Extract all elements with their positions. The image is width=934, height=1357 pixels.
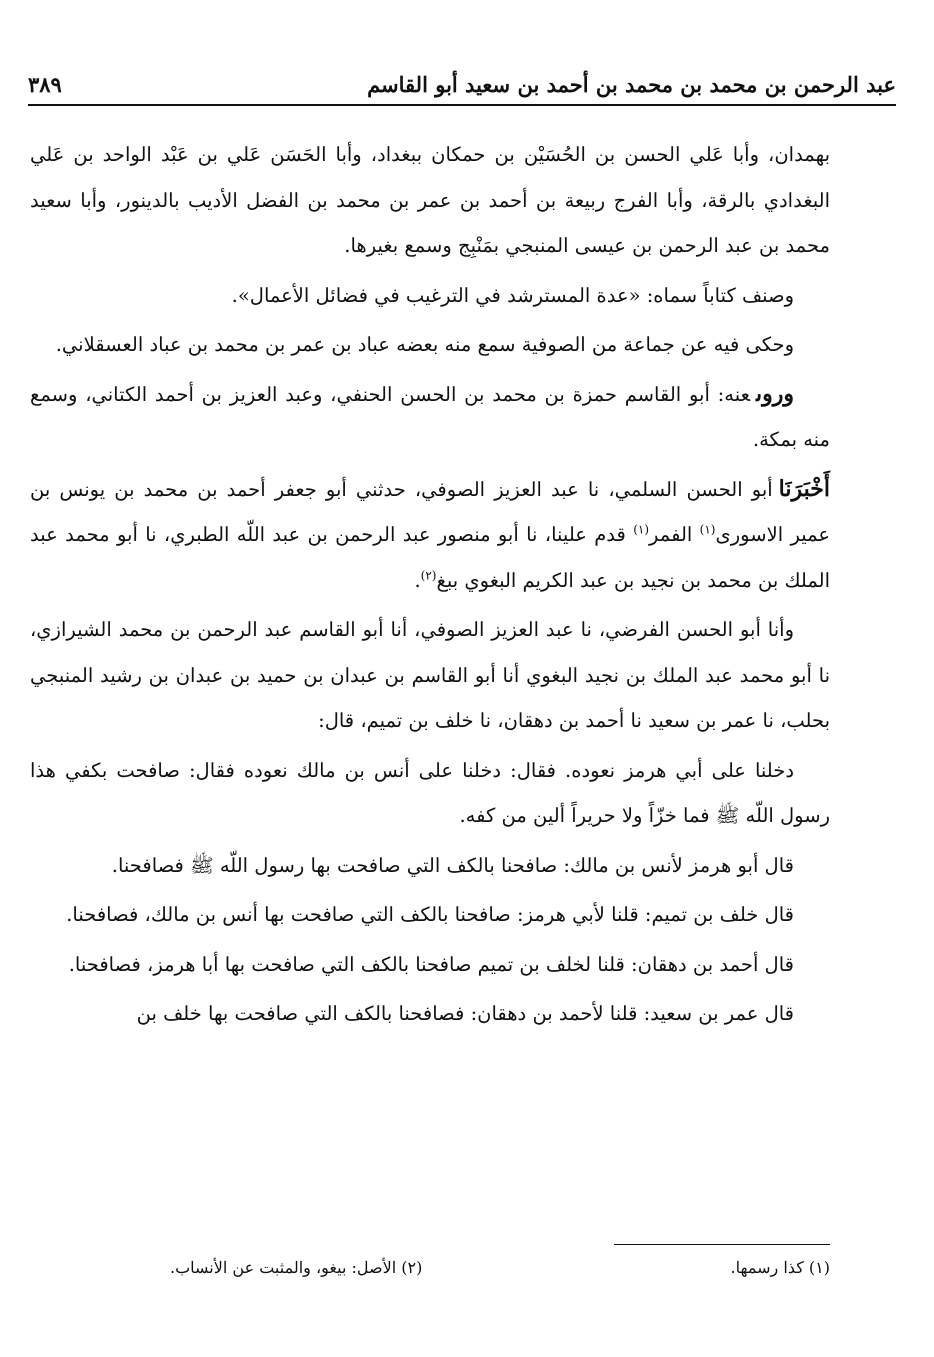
paragraph-3: وحكى فيه عن جماعة من الصوفية سمع منه بعضه عباد بن عمر بن محمد بن عباد العسقلاني. <box>55 333 794 356</box>
footnote-number: (٢) <box>401 1258 423 1277</box>
header-divider <box>28 104 896 106</box>
footnote-ref-1: (١) <box>699 522 716 537</box>
lead-word: أَخْبَرَنَا <box>778 475 830 502</box>
footnote-ref-2: (٢) <box>420 568 437 582</box>
paragraph-5-text-4: . <box>414 568 421 592</box>
paragraph-10: قال أحمد بن دهقان: قلنا لخلف بن تميم صافحنا بالكف التي صافحت بها أبا هرمز، فصافحنا. <box>68 952 794 976</box>
lead-word: وروى <box>756 380 794 407</box>
paragraph-2: وصنف كتاباً سماه: «عدة المسترشد في الترغيب في فضائل الأعمال». <box>231 283 794 307</box>
footnote-number: (١) <box>808 1258 830 1277</box>
footnote-1 <box>731 1258 830 1277</box>
footnote-ref-1b: (١) <box>633 522 650 537</box>
paragraph-1: بهمدان، وأبا عَلي الحسن بن الحُسَيْن بن حمكان ببغداد، وأبا الحَسَن عَلي بن عَبْد الواحد بن عَلي البغدادي بالرقة، وأبا الفرج ربيعة بن أحمد بن عمر بن محمد بن الفضل الأديب بالدينور، وأبا سعيد محمد بن عبد الرحمن بن عيسى المنبجي بمَنْبِج وسمع بغيرها. <box>30 143 830 257</box>
footnote-2 <box>170 1258 422 1277</box>
paragraph-9: قال خلف بن تميم: قلنا لأبي هرمز: صافحنا بالكف التي صافحت بها أنس بن مالك، فصافحنا. <box>66 903 794 926</box>
paragraph-6: وأنا أبو الحسن الفرضي، نا عبد العزيز الصوفي، أنا أبو القاسم عبد الرحمن بن محمد الشيرازي، نا أبو محمد عبد الملك بن نجيد البغوي أنا أبو القاسم بن عبدان بن حميد بن عبدان بن رشيد المنبجي بحلب، نا عمر بن سعيد نا أحمد بن دهقان، نا خلف بن تميم، قال: <box>30 618 830 732</box>
paragraph-8: قال أبو هرمز لأنس بن مالك: صافحنا بالكف التي صافحت بها رسول اللّه ﷺ فصافحنا. <box>111 853 794 877</box>
paragraph-5 <box>30 467 830 604</box>
footnotes <box>170 1258 830 1277</box>
page-number: ٣٨٩ <box>28 71 62 97</box>
page-header <box>28 66 896 102</box>
paragraph-4 <box>30 372 830 463</box>
footnote-text: كذا رسمها. <box>730 1258 804 1277</box>
paragraph-5-text-1: أبو الحسن السلمي، نا عبد العزيز الصوفي، حدثني أبو جعفر أحمد بن محمد بن يونس بن عمير الاسورى <box>30 477 830 546</box>
footnote-text: الأصل: بيغو، والمثبت عن الأنساب. <box>170 1258 397 1277</box>
paragraph-7: دخلنا على أبي هرمز نعوده. فقال: دخلنا على أنس بن مالك نعوده فقال: صافحت بكفي هذا رسول اللّه ﷺ فما خزّاً ولا حريراً ألين من كفه. <box>30 758 830 827</box>
footnote-divider <box>614 1244 830 1245</box>
main-text <box>30 132 830 1041</box>
paragraph-5-text-2: الفمر <box>649 523 693 546</box>
running-title: عبد الرحمن بن محمد بن محمد بن أحمد بن سعيد أبو القاسم <box>367 71 896 97</box>
paragraph-11: قال عمر بن سعيد: قلنا لأحمد بن دهقان: فصافحنا بالكف التي صافحت بها خلف بن <box>136 1002 794 1025</box>
paragraph-5-text-3: قدم علينا، نا أبو منصور عبد الرحمن بن عبد اللّه الطبري، نا أبو محمد عبد الملك بن محمد بن نجيد بن عبد الكريم البغوي ببغ <box>30 523 830 592</box>
paragraph-4-text: عنه: أبو القاسم حمزة بن محمد بن الحسن الحنفي، وعبد العزيز بن أحمد الكتاني، وسمع منه بمكة. <box>30 382 830 451</box>
